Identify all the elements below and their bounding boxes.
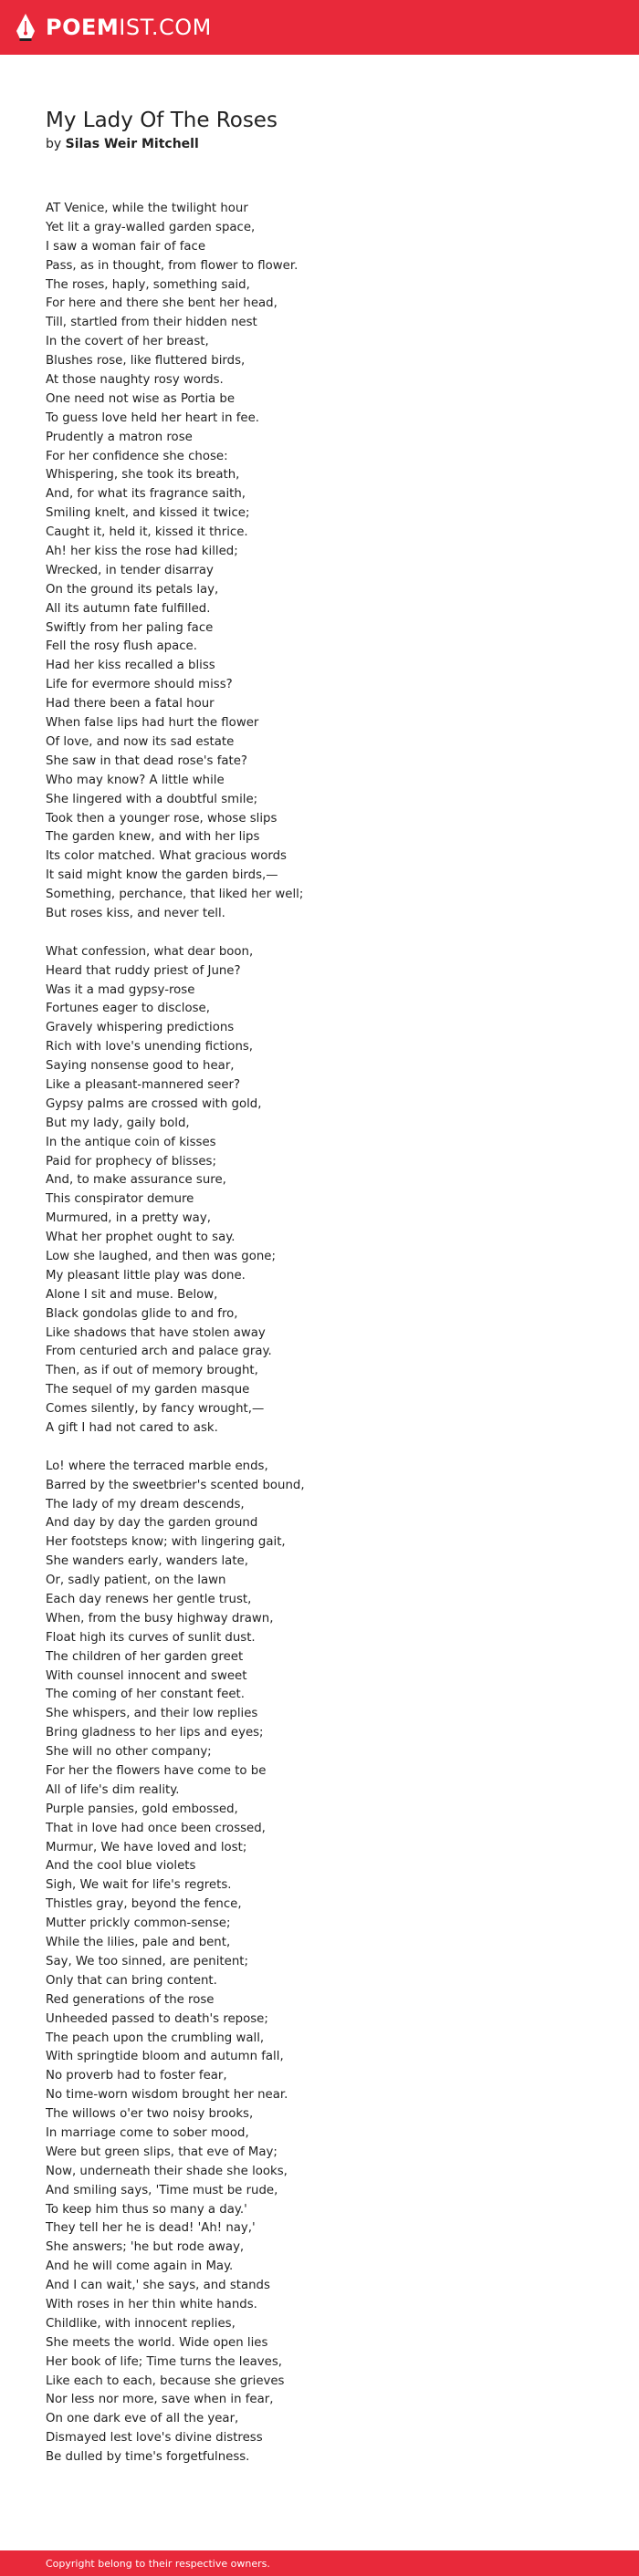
poem-line: My pleasant little play was done.	[46, 1268, 246, 1283]
poem-line: And he will come again in May.	[46, 2259, 234, 2274]
poem-line: At those naughty rosy words.	[46, 373, 224, 388]
poem-line: To guess love held her heart in fee.	[46, 410, 260, 425]
poem-line: One need not wise as Portia be	[46, 391, 236, 406]
poem-line: Heard that ruddy priest of June?	[46, 963, 241, 978]
poem-line: Something, perchance, that liked her well;	[46, 888, 304, 902]
poem-line: Prudently a matron rose	[46, 430, 193, 444]
poem-line: Lo! where the terraced marble ends,	[46, 1459, 268, 1473]
site-header	[0, 0, 639, 55]
poem-line: The lady of my dream descends,	[46, 1497, 245, 1511]
poem-title: My Lady Of The Roses	[46, 109, 278, 132]
poem-line: Yet lit a gray-walled garden space,	[46, 220, 256, 234]
poem-line: I saw a woman fair of face	[46, 239, 206, 254]
poem-line: Its color matched. What gracious words	[46, 849, 287, 864]
poem-line: Barred by the sweetbrier's scented bound,	[46, 1478, 305, 1492]
poem-line: Blushes rose, like fluttered birds,	[46, 354, 246, 369]
poem-line: While the lilies, pale and bent,	[46, 1936, 231, 1950]
poem-line: Low she laughed, and then was gone;	[46, 1249, 276, 1263]
site-footer	[0, 2550, 639, 2576]
poem-line: This conspirator demure	[46, 1192, 194, 1207]
poem-line: She will no other company;	[46, 1745, 212, 1760]
poem-line: Saying nonsense good to hear,	[46, 1059, 235, 1074]
poem-line: Thistles gray, beyond the fence,	[46, 1897, 242, 1912]
poem-line: Comes silently, by fancy wrought,—	[46, 1402, 265, 1417]
poem-line: Took then a younger rose, whose slips	[46, 811, 278, 826]
poem-line: The roses, haply, something said,	[46, 277, 250, 292]
brand-name-light: IST.COM	[119, 15, 212, 40]
poem-line: To keep him thus so many a day.'	[46, 2202, 247, 2217]
poem-line: Pass, as in thought, from flower to flower.	[46, 258, 299, 273]
poem-line: On one dark eve of all the year,	[46, 2412, 239, 2426]
poem-line: For her the flowers have come to be	[46, 1764, 267, 1779]
poem-line: Of love, and now its sad estate	[46, 734, 235, 749]
poem-line: And smiling says, 'Time must be rude,	[46, 2183, 278, 2197]
poem-line: Who may know? A little while	[46, 773, 225, 787]
brand-name-bold: POEM	[46, 15, 120, 40]
poem-line: Fell the rosy flush apace.	[46, 639, 197, 654]
poem-line: Unheeded passed to death's repose;	[46, 2011, 268, 2026]
poem-line: Her footsteps know; with lingering gait,	[46, 1535, 286, 1550]
poem-line: Had there been a fatal hour	[46, 697, 215, 712]
poem-line: Red generations of the rose	[46, 1992, 215, 2007]
poem-line: Mutter prickly common-sense;	[46, 1916, 231, 1931]
poem-line: The willows o'er two noisy brooks,	[46, 2107, 254, 2122]
poem-line: A gift I had not cared to ask.	[46, 1421, 218, 1435]
poem-line: She meets the world. Wide open lies	[46, 2335, 268, 2350]
byline-prefix: by	[46, 137, 62, 151]
poem-line: Gravely whispering predictions	[46, 1021, 235, 1035]
poem-line: Were but green slips, that eve of May;	[46, 2145, 278, 2159]
poem-line: The coming of her constant feet.	[46, 1688, 246, 1702]
poem-line: Then, as if out of memory brought,	[46, 1364, 258, 1378]
poem-line: But my lady, gaily bold,	[46, 1116, 190, 1130]
poem-line: It said might know the garden birds,—	[46, 868, 278, 883]
poem-line: Nor less nor more, save when in fear,	[46, 2393, 274, 2407]
poem-line: But roses kiss, and never tell.	[46, 906, 225, 920]
poem-line: Till, startled from their hidden nest	[46, 316, 257, 330]
poem-stanza	[46, 943, 593, 1439]
poem-line: Swiftly from her paling face	[46, 620, 214, 635]
poem-line: Only that can bring content.	[46, 1973, 217, 1988]
poem-line: And the cool blue violets	[46, 1859, 196, 1874]
poem-line: Whispering, she took its breath,	[46, 468, 240, 483]
poem-line: Caught it, held it, kissed it thrice.	[46, 525, 248, 540]
poem-line: Wrecked, in tender disarray	[46, 563, 214, 577]
poem-line: With counsel innocent and sweet	[46, 1668, 247, 1683]
poem-line: From centuried arch and palace gray.	[46, 1345, 272, 1359]
poem-line: Was it a mad gypsy-rose	[46, 982, 195, 997]
poem-line: The children of her garden greet	[46, 1649, 244, 1664]
poem-byline	[46, 136, 199, 152]
poem-line: Alone I sit and muse. Below,	[46, 1287, 218, 1302]
poem-line: They tell her he is dead! 'Ah! nay,'	[46, 2221, 256, 2236]
poem-line: Paid for prophecy of blisses;	[46, 1154, 216, 1169]
poem-stanza	[46, 200, 593, 924]
poem-line: Or, sadly patient, on the lawn	[46, 1574, 226, 1588]
poem-line: On the ground its petals lay,	[46, 582, 219, 597]
poem-line: All its autumn fate fulfilled.	[46, 601, 211, 616]
poem-line: With roses in her thin white hands.	[46, 2297, 257, 2311]
poem-line: And I can wait,' she says, and stands	[46, 2279, 270, 2293]
poem-line: She answers; 'he but rode away,	[46, 2240, 245, 2255]
poem-line: She saw in that dead rose's fate?	[46, 753, 247, 768]
poem-line: Each day renews her gentle trust,	[46, 1593, 252, 1607]
poem-line: Dismayed lest love's divine distress	[46, 2431, 263, 2446]
brand-name	[46, 13, 212, 42]
author-link[interactable]: Silas Weir Mitchell	[65, 137, 199, 151]
poem-line: Float high its curves of sunlit dust.	[46, 1630, 256, 1645]
poem-line: Like each to each, because she grieves	[46, 2373, 285, 2388]
poem-line: Black gondolas glide to and fro,	[46, 1306, 238, 1321]
poem-stanza	[46, 1458, 593, 2467]
poem-line: What confession, what dear boon,	[46, 944, 254, 959]
poem-line: In the covert of her breast,	[46, 335, 209, 349]
poem-line: Had her kiss recalled a bliss	[46, 659, 215, 673]
poem-line: Her book of life; Time turns the leaves,	[46, 2354, 283, 2369]
poem-line: The garden knew, and with her lips	[46, 830, 260, 845]
poem-line: Ah! her kiss the rose had killed;	[46, 545, 238, 559]
poem-line: In marriage come to sober mood,	[46, 2125, 249, 2140]
poem-line: In the antique coin of kisses	[46, 1135, 216, 1149]
poem-line: For her confidence she chose:	[46, 449, 228, 463]
site-logo[interactable]	[15, 13, 212, 42]
poem-body	[46, 200, 593, 2487]
poem-line: Like a pleasant-mannered seer?	[46, 1077, 241, 1092]
poem-line: When false lips had hurt the flower	[46, 716, 259, 731]
poem-line: Purple pansies, gold embossed,	[46, 1802, 238, 1816]
poem-line: AT Venice, while the twilight hour	[46, 202, 248, 215]
poem-line: Murmured, in a pretty way,	[46, 1211, 211, 1226]
poem-line: Fortunes eager to disclose,	[46, 1002, 210, 1016]
poem-line: All of life's dim reality.	[46, 1782, 180, 1797]
poem-line: No time-worn wisdom brought her near.	[46, 2088, 288, 2103]
poem-line: That in love had once been crossed,	[46, 1821, 266, 1835]
poem-line: She lingered with a doubtful smile;	[46, 792, 258, 806]
poem-line: And, for what its fragrance saith,	[46, 487, 246, 502]
poem-line: And day by day the garden ground	[46, 1516, 258, 1531]
poem-line: She whispers, and their low replies	[46, 1707, 258, 1721]
poem-line: For here and there she bent her head,	[46, 296, 278, 311]
poem-line: The peach upon the crumbling wall,	[46, 2031, 265, 2045]
fountain-pen-nib-icon	[15, 13, 37, 42]
poem-line: No proverb had to foster fear,	[46, 2069, 227, 2083]
poem-line: Now, underneath their shade she looks,	[46, 2164, 288, 2178]
poem-line: Life for evermore should miss?	[46, 678, 233, 692]
poem-line: Sigh, We wait for life's regrets.	[46, 1878, 232, 1893]
poem-line: And, to make assurance sure,	[46, 1173, 226, 1188]
copyright-notice: Copyright belong to their respective owners.	[46, 2558, 270, 2570]
poem-line: Be dulled by time's forgetfulness.	[46, 2450, 250, 2465]
poem-line: Childlike, with innocent replies,	[46, 2316, 236, 2331]
poem-line: When, from the busy highway drawn,	[46, 1611, 274, 1626]
poem-line: Say, We too sinned, are penitent;	[46, 1954, 248, 1968]
poem-line: Gypsy palms are crossed with gold,	[46, 1096, 262, 1111]
poem-line: She wanders early, wanders late,	[46, 1554, 248, 1569]
poem-line: What her prophet ought to say.	[46, 1231, 236, 1245]
poem-line: Smiling knelt, and kissed it twice;	[46, 506, 250, 521]
poem-line: Like shadows that have stolen away	[46, 1325, 266, 1340]
poem-line: Bring gladness to her lips and eyes;	[46, 1726, 264, 1740]
poem-line: With springtide bloom and autumn fall,	[46, 2050, 284, 2064]
poem-line: Rich with love's unending fictions,	[46, 1040, 254, 1054]
poem-line: Murmur, We have loved and lost;	[46, 1840, 247, 1854]
poem-line: The sequel of my garden masque	[46, 1383, 250, 1397]
